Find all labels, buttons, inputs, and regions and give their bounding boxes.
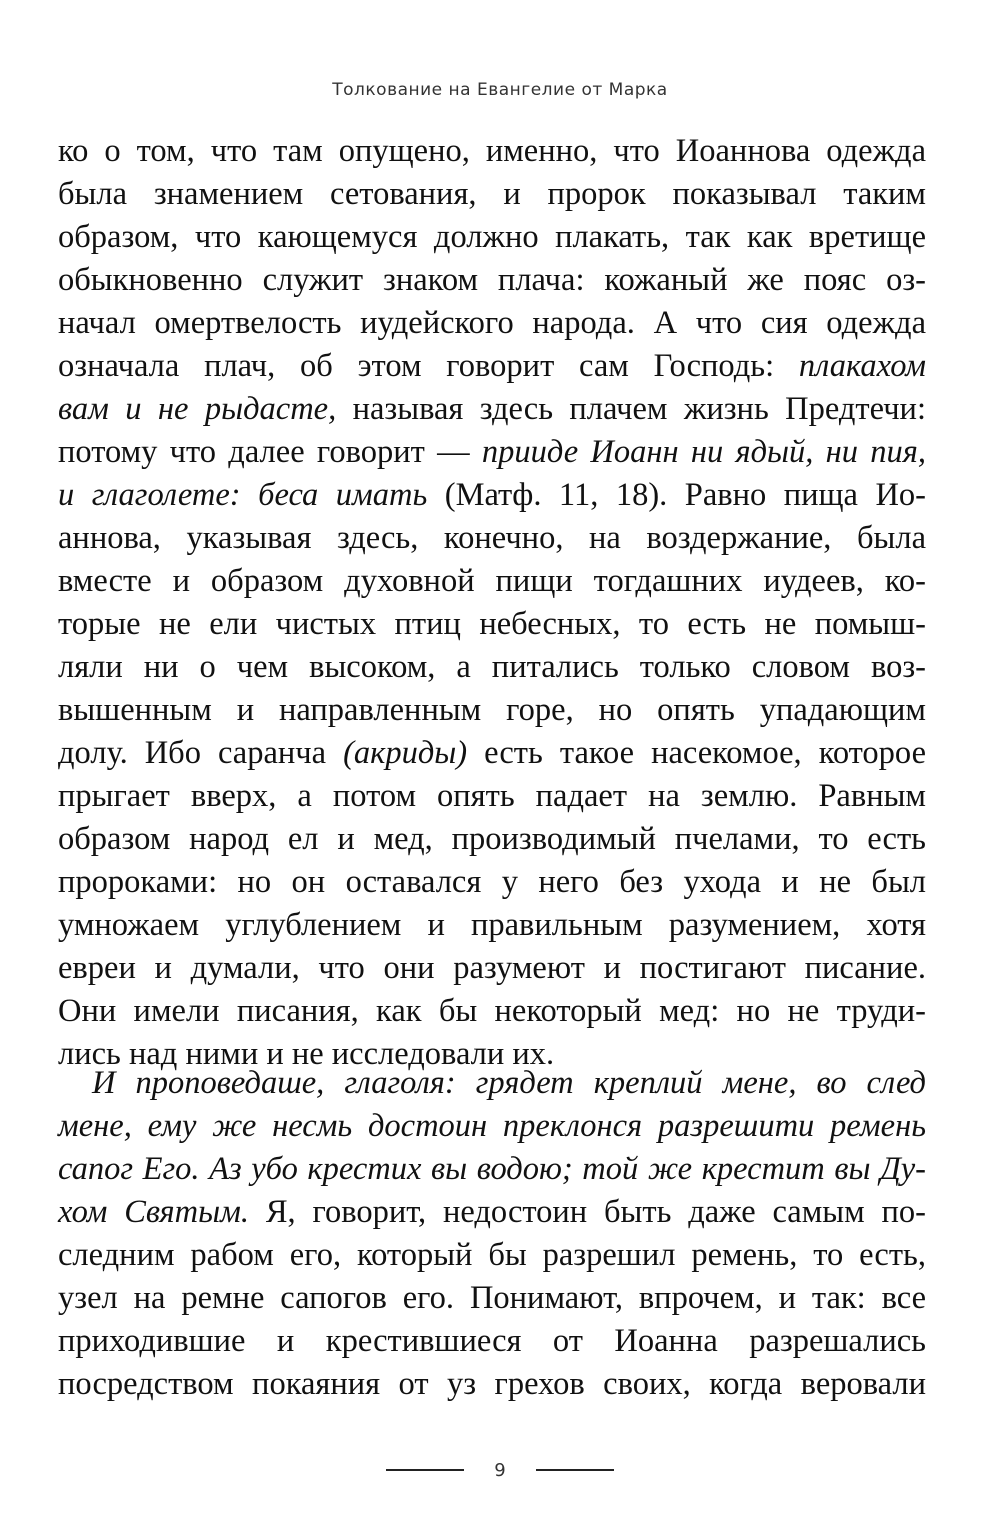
text-segment: обыкновенно служит знаком плача: кожаный же пояс оз- bbox=[58, 262, 926, 298]
text-line bbox=[58, 431, 926, 474]
italic-quote-segment: сапог Его. Аз убо крестих вы водою; той же крестит вы Ду- bbox=[58, 1151, 926, 1187]
text-line bbox=[58, 1105, 926, 1148]
text-line bbox=[58, 345, 926, 388]
text-segment: ляли ни о чем высоком, а питались только словом воз- bbox=[58, 649, 926, 685]
italic-quote-segment: хом Святым. bbox=[58, 1194, 250, 1230]
text-line bbox=[58, 689, 926, 732]
italic-quote-segment: и глаголете: беса имать bbox=[58, 477, 428, 513]
text-line bbox=[58, 818, 926, 861]
text-segment: ко о том, что там опущено, именно, что Иоаннова одежда bbox=[58, 133, 926, 169]
text-line bbox=[58, 302, 926, 345]
text-line bbox=[58, 732, 926, 775]
text-line bbox=[58, 603, 926, 646]
text-segment: прыгает вверх, а потом опять падает на землю. Равным bbox=[58, 778, 926, 814]
italic-quote-segment: И проповедаше, глаголя: грядет креплий мене, во след bbox=[92, 1065, 926, 1101]
paragraph-1 bbox=[58, 130, 926, 1076]
text-line bbox=[58, 990, 926, 1033]
text-segment: Они имели писания, как бы некоторый мед: но не труди- bbox=[58, 993, 926, 1029]
page-number: 9 bbox=[494, 1459, 506, 1481]
text-line bbox=[58, 1062, 926, 1105]
text-line bbox=[58, 517, 926, 560]
text-segment: вышенным и направленным горе, но опять упадающим bbox=[58, 692, 926, 728]
text-segment: называя здесь плачем жизнь Предтечи: bbox=[336, 391, 926, 427]
text-segment: была знамением сетования, и пророк показывал таким bbox=[58, 176, 926, 212]
text-segment: умножаем углублением и правильным разумением, хотя bbox=[58, 907, 926, 943]
footer-rule-left bbox=[386, 1469, 464, 1471]
text-segment: образом, что кающемуся должно плакать, так как вретище bbox=[58, 219, 926, 255]
text-segment: долу. Ибо саранча bbox=[58, 735, 344, 771]
text-line bbox=[58, 861, 926, 904]
text-segment: начал омертвелость иудейского народа. А что сия одежда bbox=[58, 305, 926, 341]
text-line bbox=[58, 1363, 926, 1406]
text-segment: евреи и думали, что они разумеют и постигают писание. bbox=[58, 950, 926, 986]
text-line bbox=[58, 947, 926, 990]
text-line bbox=[58, 173, 926, 216]
text-segment: посредством покаяния от уз грехов своих, когда веровали bbox=[58, 1366, 926, 1402]
footer-rule-right bbox=[536, 1469, 614, 1471]
italic-quote-segment: (акриды) bbox=[343, 735, 468, 771]
text-segment: вместе и образом духовной пищи тогдашних иудеев, ко- bbox=[58, 563, 926, 599]
text-segment: узел на ремне сапогов его. Понимают, впрочем, и так: все bbox=[58, 1280, 926, 1316]
italic-quote-segment: плакахом bbox=[798, 348, 926, 384]
italic-quote-segment: мене, ему же несмь достоин преклонся разрешити ремень bbox=[58, 1108, 926, 1144]
text-line bbox=[58, 775, 926, 818]
text-segment: потому что далее говорит — bbox=[58, 434, 482, 470]
text-line bbox=[58, 560, 926, 603]
text-segment: следним рабом его, который бы разрешил ремень, то есть, bbox=[58, 1237, 926, 1273]
italic-quote-segment: вам и не рыдасте, bbox=[58, 391, 337, 427]
text-line bbox=[58, 1320, 926, 1363]
running-title: Толкование на Евангелие от Марка bbox=[332, 80, 668, 100]
text-segment: лись над ними и не исследовали их. bbox=[58, 1036, 555, 1072]
text-segment: (Матф. 11, 18). Равно пища Ио- bbox=[427, 477, 926, 513]
text-line bbox=[58, 1148, 926, 1191]
text-segment: аннова, указывая здесь, конечно, на воздержание, была bbox=[58, 520, 926, 556]
text-line bbox=[58, 474, 926, 517]
text-line bbox=[58, 646, 926, 689]
text-line bbox=[58, 130, 926, 173]
text-segment: означала плач, об этом говорит сам Господь: bbox=[58, 348, 799, 384]
text-line bbox=[58, 388, 926, 431]
text-segment: образом народ ел и мед, производимый пчелами, то есть bbox=[58, 821, 926, 857]
text-line bbox=[58, 1191, 926, 1234]
text-segment: пророками: но он оставался у него без ухода и не был bbox=[58, 864, 926, 900]
italic-quote-segment: прииде Иоанн ни ядый, ни пия, bbox=[481, 434, 926, 470]
text-line bbox=[58, 1234, 926, 1277]
text-line bbox=[58, 904, 926, 947]
text-segment: торые не ели чистых птиц небесных, то есть не помыш- bbox=[58, 606, 926, 642]
text-line bbox=[58, 259, 926, 302]
text-line bbox=[58, 216, 926, 259]
page-footer bbox=[0, 1455, 1000, 1485]
text-segment: есть такое насекомое, которое bbox=[467, 735, 927, 771]
text-line bbox=[58, 1277, 926, 1320]
text-segment: приходившие и крестившиеся от Иоанна разрешались bbox=[58, 1323, 926, 1359]
paragraph-2 bbox=[58, 1062, 926, 1406]
text-segment: Я, говорит, недостоин быть даже самым по- bbox=[249, 1194, 926, 1230]
